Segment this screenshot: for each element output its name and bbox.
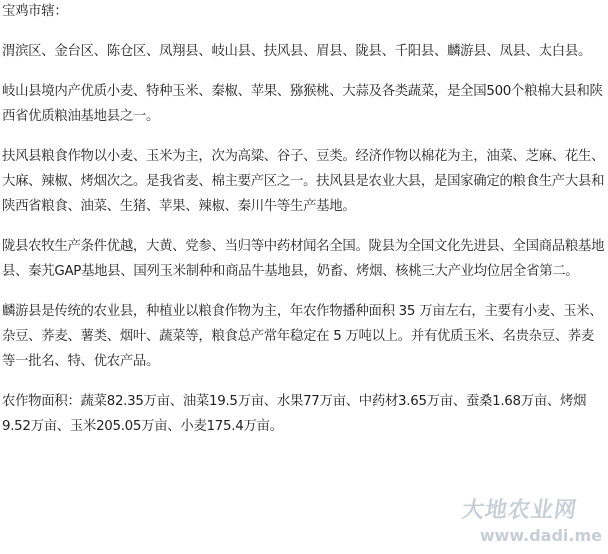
watermark-site-name: 大地农业网 [460,498,579,523]
paragraph-fufeng: 扶风县粮食作物以小麦、玉米为主，次为高粱、谷子、豆类。经济作物以棉花为主，油菜、芝麻、花生、大麻、辣椒、烤烟次之。是我省麦、棉主要产区之一。扶风县是农业大县，是国家确定的粮食生产大县和陕西省粮食、油菜、生猪、苹果、辣椒、秦川牛等生产基地。 [2,149,605,214]
document-body [2,0,607,454]
paragraph-linyou: 麟游县是传统的农业县，种植业以粮食作物为主，年农作物播种面积 35 万亩左右，主要有小麦、玉米、杂豆、荞麦、薯类、烟叶、蔬菜等，粮食总产常年稳定在 5 万吨以上。并有优质玉米、名贵杂豆、荞麦等一批名、特、优农产品。 [2,304,603,369]
paragraph-qishan: 岐山县境内产优质小麦、特种玉米、秦椒、苹果、猕猴桃、大蒜及各类蔬菜，是全国500个粮棉大县和陕西省优质粮油基地县之一。 [2,84,603,124]
site-watermark [456,498,604,548]
paragraph-districts: 渭滨区、金台区、陈仓区、凤翔县、岐山县、扶风县、眉县、陇县、千阳县、麟游县、凤县、太白县。 [2,44,592,59]
document-heading: 宝鸡市辖： [2,4,68,19]
paragraph-crop-area: 农作物面积：蔬菜82.35万亩、油菜19.5万亩、水果77万亩、中药材3.65万亩、蚕桑1.68万亩、烤烟9.52万亩、玉米205.05万亩、小麦175.4万亩。 [2,394,587,434]
paragraph-longxian: 陇县农牧生产条件优越，大黄、党参、当归等中药材闻名全国。陇县为全国文化先进县、全国商品粮基地县、秦艽GAP基地县、国列玉米制种和商品牛基地县，奶畜、烤烟、核桃三大产业均位居全省第二。 [2,239,605,279]
watermark-url: www.dadi.me [479,526,602,545]
